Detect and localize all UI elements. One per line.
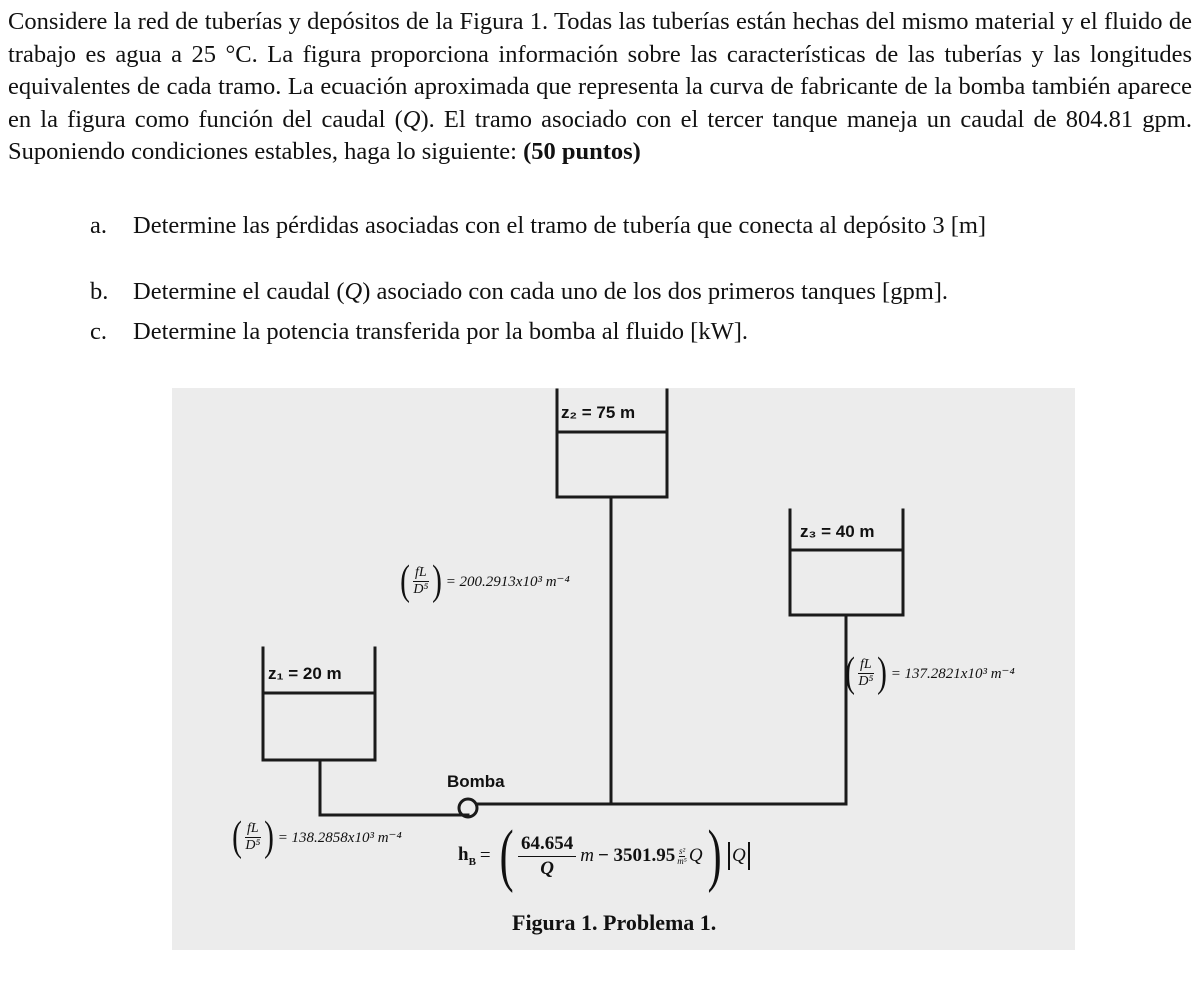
q-symbol: Q bbox=[402, 105, 421, 133]
paren-left: ( bbox=[400, 558, 410, 604]
paren-right: ) bbox=[707, 817, 722, 894]
paren-right: ) bbox=[876, 650, 887, 696]
pump-coef-fraction bbox=[518, 832, 576, 881]
frac-num: 64.654 bbox=[518, 832, 576, 857]
abs-q-symbol: Q bbox=[731, 845, 746, 866]
figure-caption: Figura 1. Problema 1. bbox=[512, 910, 717, 935]
task-text: Determine las pérdidas asociadas con el tramo de tubería que conecta al depósito 3 [m] bbox=[133, 212, 987, 239]
paren-left: ( bbox=[499, 817, 514, 894]
resistance-value: = 200.2913x10³ m⁻⁴ bbox=[445, 573, 570, 590]
task-letter: a. bbox=[90, 212, 107, 239]
task-letter: b. bbox=[90, 278, 109, 305]
task-text: ) asociado con cada uno de los dos primeros tanques [gpm]. bbox=[362, 278, 949, 305]
head-subscript: B bbox=[468, 855, 476, 868]
tank-3-elevation-label: z₃ = 40 m bbox=[800, 522, 875, 541]
fraction bbox=[858, 657, 874, 690]
fraction bbox=[413, 565, 429, 598]
unit-m: m bbox=[580, 845, 594, 866]
frac-den: Q bbox=[540, 857, 554, 879]
tank-1-elevation-label: z₁ = 20 m bbox=[268, 664, 342, 683]
pipe-2-resistance bbox=[398, 560, 570, 602]
abs-bar-left bbox=[728, 842, 730, 870]
fraction bbox=[245, 821, 261, 854]
task-text: Determine la potencia transferida por la bomba al fluido [kW]. bbox=[133, 318, 748, 345]
frac-den: m⁵ bbox=[677, 855, 687, 866]
frac-num: fL bbox=[860, 656, 872, 672]
unit-fraction bbox=[677, 847, 687, 866]
pipe-1-resistance bbox=[230, 816, 402, 858]
resistance-value: = 137.2821x10³ m⁻⁴ bbox=[890, 665, 1015, 682]
abs-bar-right bbox=[748, 842, 750, 870]
q-symbol: Q bbox=[688, 845, 703, 866]
task-letter: c. bbox=[90, 318, 107, 345]
paren-right: ) bbox=[431, 558, 442, 604]
head-symbol: h bbox=[458, 844, 469, 866]
intro-text-2: ). El tramo asociado con el tercer tanque maneja un caudal de 804.81 gpm. Suponiendo condiciones estables, haga lo siguiente: bbox=[8, 105, 1192, 165]
pipe-3-resistance bbox=[843, 652, 1015, 694]
frac-den: D⁵ bbox=[245, 837, 261, 853]
pump-equation bbox=[458, 817, 752, 894]
frac-num: fL bbox=[247, 820, 259, 836]
frac-num: fL bbox=[415, 564, 427, 580]
task-text: Determine el caudal ( bbox=[133, 278, 345, 305]
pump-label: Bomba bbox=[447, 772, 505, 791]
pipe-1 bbox=[320, 760, 459, 815]
paren-left: ( bbox=[845, 650, 855, 696]
points-label: (50 puntos) bbox=[523, 138, 641, 165]
intro-text-1: Considere la red de tuberías y depósitos de la Figura 1. Todas las tuberías están hechas del mismo material y el fluido de trabajo es agua a 25 °C. La figura proporciona información sobre las características de las tuberías y las longitudes equivalentes de cada tramo. La ecuación aproximada que representa la curva de fabricante de la bomba también aparece en la figura como función del caudal ( bbox=[8, 8, 1192, 133]
paren-right: ) bbox=[263, 814, 274, 860]
frac-den: D⁵ bbox=[413, 581, 429, 597]
tank-2-elevation-label: z₂ = 75 m bbox=[561, 403, 636, 422]
resistance-value: = 138.2858x10³ m⁻⁴ bbox=[277, 829, 402, 846]
equals-sign: = bbox=[479, 845, 491, 866]
q-symbol: Q bbox=[344, 278, 363, 305]
frac-den: D⁵ bbox=[858, 673, 874, 689]
paren-left: ( bbox=[232, 814, 242, 860]
frac-num: s² bbox=[678, 845, 686, 856]
minus-term: − 3501.95 bbox=[597, 845, 676, 866]
